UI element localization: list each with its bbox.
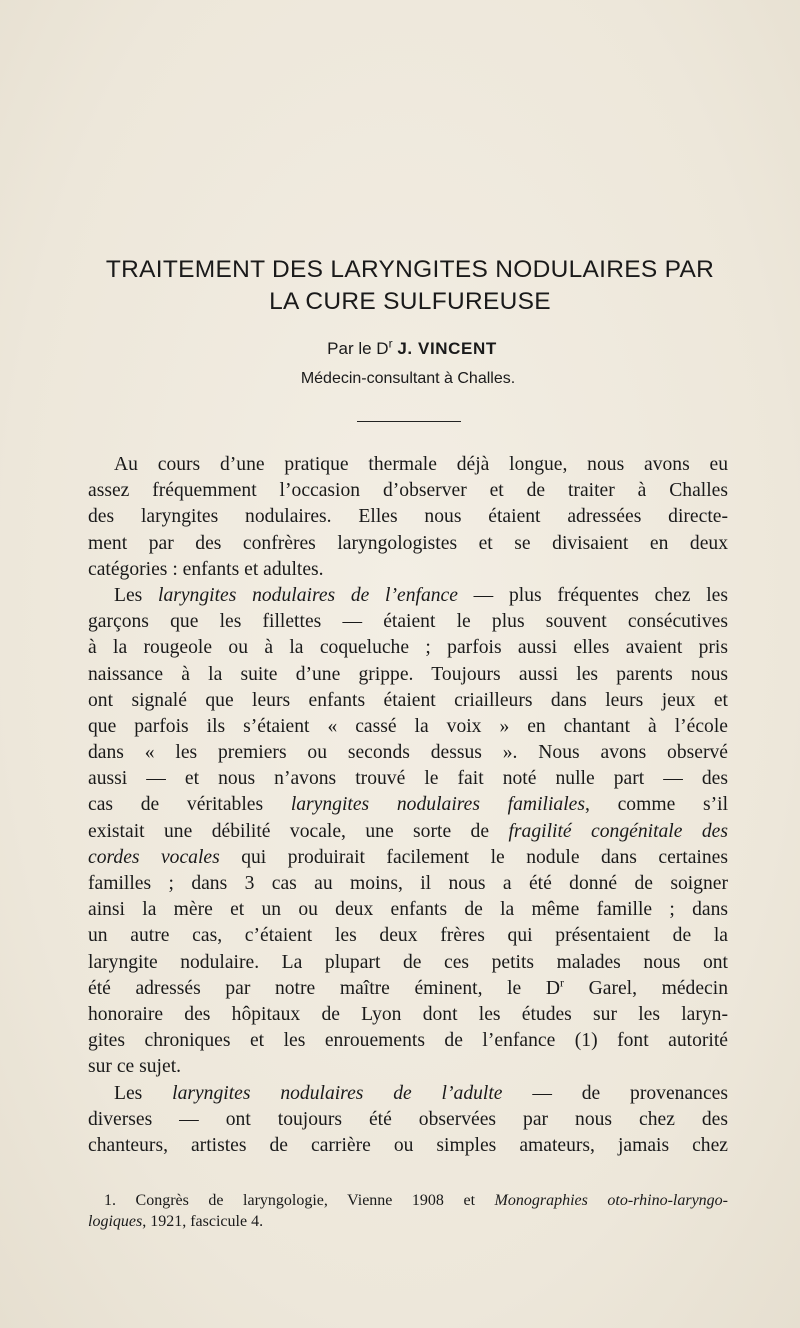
text-line: chanteurs, artistes de carrière ou simples amateurs, jamais chez xyxy=(88,1134,728,1156)
text-line: gites chroniques et les enrouements de l’enfance (1) font autorité xyxy=(88,1030,728,1052)
title-line: TRAITEMENT DES LARYNGITES NODULAIRES PAR xyxy=(105,256,715,283)
text-run: été adressés par notre maître éminent, le D xyxy=(88,977,560,999)
text-run: , comme s’il xyxy=(584,794,729,816)
italic-run: laryngites nodulaires de l’adulte xyxy=(172,1082,503,1104)
byline-prefix: Par le D xyxy=(327,339,389,358)
text-line: catégories : enfants et adultes. xyxy=(88,558,324,580)
text-line: honoraire des hôpitaux de Lyon dont les études sur les laryn- xyxy=(88,1003,728,1025)
text-line: ment par des confrères laryngologistes et se divisaient en deux xyxy=(88,532,728,554)
text-line: sur ce sujet. xyxy=(88,1056,182,1078)
separator-rule xyxy=(357,421,461,422)
text-line: ont signalé que leurs enfants étaient criailleurs dans leurs jeux et xyxy=(88,689,728,711)
footnote xyxy=(88,1190,728,1232)
text-run: Les xyxy=(114,1082,173,1104)
article-title xyxy=(60,254,760,318)
text-line xyxy=(88,976,728,1002)
text-line: garçons que les fillettes — étaient le plus souvent consécutives xyxy=(88,611,728,633)
text-line: des laryngites nodulaires. Elles nous étaient adressées directe- xyxy=(88,506,728,528)
text-run: cas de véritables xyxy=(88,794,291,816)
text-run: 1. Congrès de laryngologie, Vienne 1908 et xyxy=(104,1192,495,1209)
text-line xyxy=(88,1081,728,1107)
byline-superscript: r xyxy=(388,336,393,351)
italic-run: Monographies oto-rhino-laryngo- xyxy=(494,1192,728,1209)
text-line: à la rougeole ou à la coqueluche ; parfois aussi elles avaient pris xyxy=(88,637,728,659)
text-line: diverses — ont toujours été observées par nous chez des xyxy=(88,1108,728,1130)
text-run: Les xyxy=(114,584,158,606)
body-text xyxy=(88,452,728,1159)
text-line: ainsi la mère et un ou deux enfants de la même famille ; dans xyxy=(88,899,728,921)
text-run: Garel, médecin xyxy=(564,977,728,999)
text-run: — de provenances xyxy=(502,1082,728,1104)
text-line: Au cours d’une pratique thermale déjà longue, nous avons eu xyxy=(114,454,728,475)
title-line: LA CURE SULFUREUSE xyxy=(269,288,551,315)
italic-run: cordes vocales xyxy=(88,846,220,868)
author-affiliation: Médecin-consultant à Challes. xyxy=(300,370,516,387)
author-byline xyxy=(0,338,800,360)
text-line: un autre cas, c’étaient les deux frères qui présentaient de la xyxy=(88,925,728,947)
text-run: existait une débilité vocale, une sorte de xyxy=(88,820,509,842)
text-run: — plus fréquentes chez les xyxy=(457,584,728,606)
italic-run: fragilité congénitale des xyxy=(508,820,728,842)
text-run: , 1921, fascicule 4. xyxy=(142,1213,264,1230)
text-line: assez fréquemment l’occasion d’observer et de traiter à Challes xyxy=(88,480,728,502)
italic-run: laryngites nodulaires de l’enfance xyxy=(158,584,458,606)
author-name: J. VINCENT xyxy=(397,339,497,358)
italic-run: logiques xyxy=(88,1213,143,1230)
text-line: aussi — et nous n’avons trouvé le fait noté nulle part — des xyxy=(88,768,728,790)
footnote-line xyxy=(88,1190,728,1211)
superscript: r xyxy=(560,975,564,990)
text-run: qui produirait facilement le nodule dans certaines xyxy=(219,846,728,868)
text-line: dans « les premiers ou seconds dessus ». Nous avons observé xyxy=(88,742,728,764)
text-line: familles ; dans 3 cas au moins, il nous a été donné de soigner xyxy=(88,873,728,894)
text-line xyxy=(88,583,728,609)
text-line: naissance à la suite d’une grippe. Toujours aussi les parents nous xyxy=(88,663,728,685)
text-line xyxy=(88,792,728,818)
footnote-line xyxy=(88,1211,728,1232)
text-line: laryngite nodulaire. La plupart de ces petits malades nous ont xyxy=(88,951,728,973)
italic-run: laryngites nodulaires familiales xyxy=(290,794,585,816)
text-line: que parfois ils s’étaient « cassé la voix » en chantant à l’école xyxy=(88,715,728,737)
text-line xyxy=(88,819,728,845)
text-line xyxy=(88,845,728,871)
